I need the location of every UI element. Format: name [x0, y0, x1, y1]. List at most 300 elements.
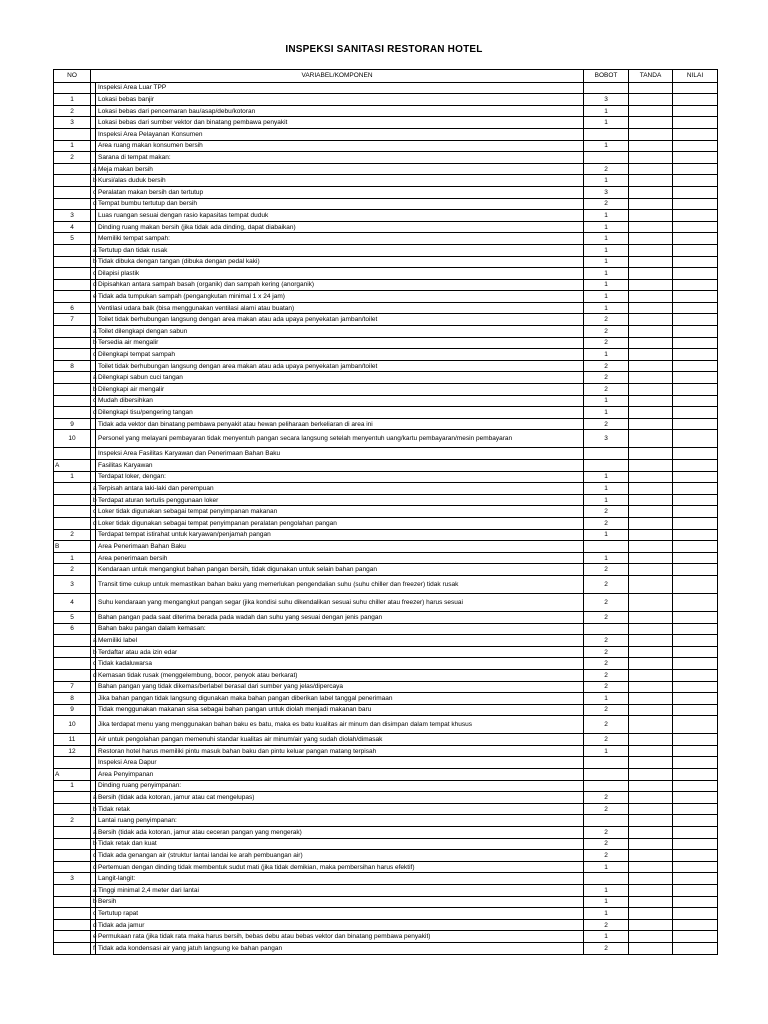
row-weight: 2 [584, 942, 629, 954]
row-variable-text: Kemasan tidak rusak (menggelembung, bocor, penyok atau berkarat) [96, 669, 584, 681]
row-tanda-cell [629, 94, 673, 106]
row-variable-text: Jika bahan pangan tidak langsung digunakan maka bahan pangan diberikan label tanggal penerimaan [96, 693, 584, 705]
row-variable-text: Area ruang makan konsumen bersih [96, 140, 584, 152]
row-variable-text: Luas ruangan sesuai dengan rasio kapasitas tempat duduk [96, 210, 584, 222]
table-row [54, 94, 718, 106]
row-tanda-cell [629, 919, 673, 931]
table-row [54, 942, 718, 954]
row-nilai-cell [673, 838, 718, 850]
table-row [54, 693, 718, 705]
row-weight: 1 [584, 931, 629, 943]
row-variable-text: Toilet tidak berhubungan langsung dengan area makan atau ada upaya penyekatan jamban/toilet [96, 360, 584, 372]
row-number [54, 384, 91, 396]
row-variable-text: Inspeksi Area Fasilitas Karyawan dan Penerimaan Bahan Baku [96, 448, 584, 460]
table-row [54, 152, 718, 164]
row-nilai-cell [673, 885, 718, 897]
row-variable-text: Dilengkapi air mengalir [96, 384, 584, 396]
row-nilai-cell [673, 349, 718, 361]
table-row [54, 233, 718, 245]
row-tanda-cell [629, 861, 673, 873]
row-variable-text: Bersih (tidak ada kotoran, jamur atau cat mengelupas) [96, 792, 584, 804]
table-header-row [54, 70, 718, 83]
row-variable-text: Tempat bumbu tertutup dan bersih [96, 198, 584, 210]
row-nilai-cell [673, 564, 718, 576]
row-sub-letter: a [91, 792, 96, 804]
table-row [54, 395, 718, 407]
row-nilai-cell [673, 175, 718, 187]
row-number [54, 198, 91, 210]
row-nilai-cell [673, 827, 718, 839]
row-variable-text: Langit-langit: [96, 873, 584, 885]
table-row [54, 140, 718, 152]
row-weight: 2 [584, 646, 629, 658]
row-nilai-cell [673, 494, 718, 506]
table-row [54, 734, 718, 746]
table-row [54, 529, 718, 541]
table-row [54, 575, 718, 593]
row-tanda-cell [629, 681, 673, 693]
row-number [54, 326, 91, 338]
row-weight: 2 [584, 838, 629, 850]
table-row [54, 471, 718, 483]
inspection-table [53, 69, 718, 955]
row-weight: 2 [584, 611, 629, 623]
row-nilai-cell [673, 716, 718, 734]
row-weight: 2 [584, 919, 629, 931]
row-weight: 2 [584, 326, 629, 338]
row-tanda-cell [629, 82, 673, 94]
row-tanda-cell [629, 704, 673, 716]
row-nilai-cell [673, 552, 718, 564]
row-tanda-cell [629, 850, 673, 862]
row-variable-text: Pertemuan dengan dinding tidak membentuk sudut mati (jika tidak demikian, maka pembersihan harus efektif) [96, 861, 584, 873]
row-tanda-cell [629, 395, 673, 407]
row-nilai-cell [673, 873, 718, 885]
row-weight: 2 [584, 360, 629, 372]
row-number: 3 [54, 873, 91, 885]
row-tanda-cell [629, 407, 673, 419]
row-tanda-cell [629, 105, 673, 117]
table-row [54, 757, 718, 769]
row-weight: 1 [584, 291, 629, 303]
row-nilai-cell [673, 105, 718, 117]
row-nilai-cell [673, 448, 718, 460]
row-variable-text: Kendaraan untuk mengangkut bahan pangan bersih, tidak digunakan untuk selain bahan pangan [96, 564, 584, 576]
row-tanda-cell [629, 221, 673, 233]
table-row [54, 163, 718, 175]
row-variable-text: Terdapat aturan tertulis penggunaan loker [96, 494, 584, 506]
table-row [54, 669, 718, 681]
row-variable-text: Inspeksi Area Luar TPP [96, 82, 584, 94]
row-weight: 2 [584, 337, 629, 349]
row-sub-letter: b [91, 175, 96, 187]
row-weight [584, 780, 629, 792]
row-nilai-cell [673, 635, 718, 647]
table-row [54, 314, 718, 326]
row-weight: 2 [584, 593, 629, 611]
row-nilai-cell [673, 896, 718, 908]
table-row [54, 861, 718, 873]
row-sub-letter: c [91, 395, 96, 407]
row-variable-text: Meja makan bersih [96, 163, 584, 175]
table-row [54, 850, 718, 862]
row-variable-text: Terpisah antara laki-laki dan perempuan [96, 483, 584, 495]
header-variabel: VARIABEL/KOMPONEN [91, 70, 584, 83]
row-sub-letter: c [91, 268, 96, 280]
row-weight: 1 [584, 268, 629, 280]
row-sub-letter: d [91, 279, 96, 291]
row-weight: 1 [584, 908, 629, 920]
header-no: NO [54, 70, 91, 83]
row-sub-letter: d [91, 407, 96, 419]
row-weight: 1 [584, 256, 629, 268]
row-weight: 2 [584, 681, 629, 693]
row-number [54, 395, 91, 407]
row-nilai-cell [673, 360, 718, 372]
row-number [54, 448, 91, 460]
row-tanda-cell [629, 908, 673, 920]
row-number: 8 [54, 360, 91, 372]
table-row [54, 337, 718, 349]
row-nilai-cell [673, 769, 718, 781]
row-weight: 1 [584, 483, 629, 495]
row-number [54, 658, 91, 670]
row-weight [584, 128, 629, 140]
row-weight: 1 [584, 494, 629, 506]
row-variable-text: Tidak ada jamur [96, 919, 584, 931]
row-number: 2 [54, 815, 91, 827]
row-sub-letter: a [91, 827, 96, 839]
row-variable-text: Inspeksi Area Pelayanan Konsumen [96, 128, 584, 140]
row-variable-text: Tidak retak [96, 803, 584, 815]
table-row [54, 460, 718, 472]
table-row [54, 175, 718, 187]
row-tanda-cell [629, 942, 673, 954]
row-variable-text: Lantai ruang penyimpanan: [96, 815, 584, 827]
row-tanda-cell [629, 506, 673, 518]
row-nilai-cell [673, 395, 718, 407]
row-tanda-cell [629, 471, 673, 483]
table-row [54, 198, 718, 210]
row-tanda-cell [629, 302, 673, 314]
row-variable-text: Tidak ada vektor dan binatang pembawa penyakit atau hewan peliharaan berkeliaran di area ini [96, 418, 584, 430]
row-number: 4 [54, 221, 91, 233]
row-variable-text: Tidak ada genangan air (struktur lantai landai ke arah pembuangan air) [96, 850, 584, 862]
row-nilai-cell [673, 792, 718, 804]
row-number: 1 [54, 140, 91, 152]
row-sub-letter: b [91, 803, 96, 815]
row-nilai-cell [673, 734, 718, 746]
row-variable-text: Permukaan rata (jika tidak rata maka harus bersih, bebas debu atau bebas vektor dan binatang pembawa penyakit) [96, 931, 584, 943]
row-sub-letter: c [91, 658, 96, 670]
row-variable-text: Loker tidak digunakan sebagai tempat penyimpanan makanan [96, 506, 584, 518]
table-row [54, 117, 718, 129]
table-row [54, 716, 718, 734]
row-weight: 2 [584, 506, 629, 518]
row-number: 5 [54, 611, 91, 623]
table-row [54, 244, 718, 256]
table-row [54, 430, 718, 448]
row-variable-text: Fasilitas Karyawan [96, 460, 584, 472]
row-weight: 2 [584, 704, 629, 716]
row-weight: 2 [584, 564, 629, 576]
row-variable-text: Tidak ada tumpukan sampah (pengangkutan minimal 1 x 24 jam) [96, 291, 584, 303]
row-tanda-cell [629, 896, 673, 908]
row-tanda-cell [629, 210, 673, 222]
header-bobot: BOBOT [584, 70, 629, 83]
table-row [54, 372, 718, 384]
row-variable-text: Loker tidak digunakan sebagai tempat penyimpanan peralatan pengolahan pangan [96, 517, 584, 529]
row-sub-letter: b [91, 494, 96, 506]
row-number [54, 827, 91, 839]
table-row [54, 221, 718, 233]
row-weight [584, 873, 629, 885]
row-weight [584, 541, 629, 553]
row-sub-letter: a [91, 635, 96, 647]
row-number [54, 646, 91, 658]
row-weight: 2 [584, 734, 629, 746]
row-number: B [54, 541, 91, 553]
row-sub-letter: d [91, 517, 96, 529]
table-row [54, 593, 718, 611]
row-nilai-cell [673, 780, 718, 792]
row-variable-text: Tidak menggunakan makanan sisa sebagai bahan pangan untuk diolah menjadi makanan baru [96, 704, 584, 716]
row-number [54, 931, 91, 943]
row-weight: 1 [584, 221, 629, 233]
row-nilai-cell [673, 575, 718, 593]
table-row [54, 541, 718, 553]
row-weight: 1 [584, 395, 629, 407]
row-nilai-cell [673, 128, 718, 140]
table-row [54, 186, 718, 198]
row-nilai-cell [673, 623, 718, 635]
table-row [54, 780, 718, 792]
row-number: 6 [54, 623, 91, 635]
row-tanda-cell [629, 360, 673, 372]
table-row [54, 704, 718, 716]
table-row [54, 82, 718, 94]
row-weight: 2 [584, 669, 629, 681]
row-tanda-cell [629, 623, 673, 635]
row-sub-letter: d [91, 198, 96, 210]
row-nilai-cell [673, 407, 718, 419]
row-tanda-cell [629, 384, 673, 396]
row-variable-text: Memiliki label [96, 635, 584, 647]
row-nilai-cell [673, 850, 718, 862]
table-row [54, 564, 718, 576]
row-tanda-cell [629, 140, 673, 152]
row-sub-letter: b [91, 384, 96, 396]
table-row [54, 506, 718, 518]
row-number [54, 850, 91, 862]
row-weight: 2 [584, 198, 629, 210]
row-variable-text: Air untuk pengolahan pangan memenuhi standar kualitas air minum/air yang sudah diolah/dimasak [96, 734, 584, 746]
row-tanda-cell [629, 448, 673, 460]
row-tanda-cell [629, 349, 673, 361]
row-number [54, 291, 91, 303]
row-tanda-cell [629, 838, 673, 850]
row-number [54, 506, 91, 518]
row-number [54, 186, 91, 198]
row-nilai-cell [673, 919, 718, 931]
table-row [54, 769, 718, 781]
row-tanda-cell [629, 152, 673, 164]
row-variable-text: Mudah dibersihkan [96, 395, 584, 407]
table-row [54, 517, 718, 529]
row-variable-text: Bahan pangan pada saat diterima berada pada wadah dan suhu yang sesuai dengan jenis pangan [96, 611, 584, 623]
table-row [54, 279, 718, 291]
row-variable-text: Toilet dilengkapi dengan sabun [96, 326, 584, 338]
row-number [54, 494, 91, 506]
row-nilai-cell [673, 337, 718, 349]
header-nilai: NILAI [673, 70, 718, 83]
row-tanda-cell [629, 873, 673, 885]
table-row [54, 838, 718, 850]
row-tanda-cell [629, 611, 673, 623]
row-tanda-cell [629, 745, 673, 757]
row-weight: 1 [584, 693, 629, 705]
row-nilai-cell [673, 931, 718, 943]
row-nilai-cell [673, 140, 718, 152]
row-variable-text: Toilet tidak berhubungan langsung dengan area makan atau ada upaya penyekatan jamban/toilet [96, 314, 584, 326]
row-number [54, 337, 91, 349]
row-weight: 1 [584, 885, 629, 897]
row-nilai-cell [673, 483, 718, 495]
row-weight: 2 [584, 827, 629, 839]
row-variable-text: Dilengkapi tempat sampah [96, 349, 584, 361]
row-sub-letter: a [91, 483, 96, 495]
row-tanda-cell [629, 541, 673, 553]
table-row [54, 326, 718, 338]
row-sub-letter: e [91, 291, 96, 303]
row-tanda-cell [629, 885, 673, 897]
table-row [54, 302, 718, 314]
row-sub-letter: c [91, 908, 96, 920]
row-number: 3 [54, 210, 91, 222]
row-nilai-cell [673, 704, 718, 716]
row-variable-text: Personel yang melayani pembayaran tidak menyentuh pangan secara langsung setelah menyentuh uang/kartu pembayaran/mesin pembayaran [96, 430, 584, 448]
row-nilai-cell [673, 233, 718, 245]
row-weight: 1 [584, 117, 629, 129]
table-row [54, 908, 718, 920]
table-row [54, 919, 718, 931]
row-nilai-cell [673, 908, 718, 920]
row-variable-text: Dilengkapi tisu/pengering tangan [96, 407, 584, 419]
row-nilai-cell [673, 221, 718, 233]
row-variable-text: Peralatan makan bersih dan tertutup [96, 186, 584, 198]
row-weight: 1 [584, 244, 629, 256]
row-tanda-cell [629, 494, 673, 506]
row-number: 12 [54, 745, 91, 757]
row-variable-text: Memiliki tempat sampah: [96, 233, 584, 245]
row-variable-text: Area Penerimaan Bahan Baku [96, 541, 584, 553]
row-variable-text: Sarana di tempat makan: [96, 152, 584, 164]
row-nilai-cell [673, 611, 718, 623]
row-number: 8 [54, 693, 91, 705]
row-sub-letter: b [91, 337, 96, 349]
row-tanda-cell [629, 233, 673, 245]
row-tanda-cell [629, 175, 673, 187]
row-nilai-cell [673, 646, 718, 658]
row-variable-text: Dinding ruang makan bersih (jika tidak ada dinding, dapat diabaikan) [96, 221, 584, 233]
row-nilai-cell [673, 314, 718, 326]
row-nilai-cell [673, 669, 718, 681]
row-tanda-cell [629, 186, 673, 198]
row-nilai-cell [673, 815, 718, 827]
row-weight: 1 [584, 210, 629, 222]
row-nilai-cell [673, 302, 718, 314]
row-nilai-cell [673, 541, 718, 553]
table-row [54, 931, 718, 943]
row-tanda-cell [629, 815, 673, 827]
row-tanda-cell [629, 757, 673, 769]
row-nilai-cell [673, 279, 718, 291]
table-row [54, 885, 718, 897]
row-tanda-cell [629, 326, 673, 338]
table-row [54, 483, 718, 495]
row-weight: 1 [584, 140, 629, 152]
row-tanda-cell [629, 931, 673, 943]
row-number [54, 942, 91, 954]
row-number [54, 163, 91, 175]
table-row [54, 873, 718, 885]
row-number [54, 82, 91, 94]
row-number: 2 [54, 564, 91, 576]
row-number: 9 [54, 418, 91, 430]
row-tanda-cell [629, 117, 673, 129]
row-weight: 1 [584, 233, 629, 245]
row-number [54, 669, 91, 681]
row-number: 11 [54, 734, 91, 746]
row-nilai-cell [673, 198, 718, 210]
row-variable-text: Dipisahkan antara sampah basah (organik) dan sampah kering (anorganik) [96, 279, 584, 291]
row-sub-letter: b [91, 646, 96, 658]
row-variable-text: Tidak kadaluwarsa [96, 658, 584, 670]
row-tanda-cell [629, 693, 673, 705]
row-variable-text: Restoran hotel harus memiliki pintu masuk bahan baku dan pintu keluar pangan matang terpisah [96, 745, 584, 757]
row-sub-letter: c [91, 349, 96, 361]
row-tanda-cell [629, 372, 673, 384]
row-number: A [54, 769, 91, 781]
row-tanda-cell [629, 734, 673, 746]
row-sub-letter: b [91, 838, 96, 850]
row-nilai-cell [673, 803, 718, 815]
row-tanda-cell [629, 418, 673, 430]
row-variable-text: Lokasi bebas banjir [96, 94, 584, 106]
row-number [54, 635, 91, 647]
row-variable-text: Area penerimaan bersih [96, 552, 584, 564]
row-tanda-cell [629, 483, 673, 495]
row-weight: 2 [584, 803, 629, 815]
table-row [54, 658, 718, 670]
table-row [54, 611, 718, 623]
row-weight: 2 [584, 384, 629, 396]
row-number: 3 [54, 575, 91, 593]
row-number [54, 256, 91, 268]
row-sub-letter: c [91, 506, 96, 518]
row-sub-letter: f [91, 942, 96, 954]
row-variable-text: Terdaftar atau ada izin edar [96, 646, 584, 658]
row-variable-text: Dilengkapi sabun cuci tangan [96, 372, 584, 384]
table-row [54, 681, 718, 693]
table-row [54, 635, 718, 647]
table-row [54, 128, 718, 140]
row-weight [584, 815, 629, 827]
table-row [54, 291, 718, 303]
row-number: 4 [54, 593, 91, 611]
row-tanda-cell [629, 552, 673, 564]
table-row [54, 384, 718, 396]
